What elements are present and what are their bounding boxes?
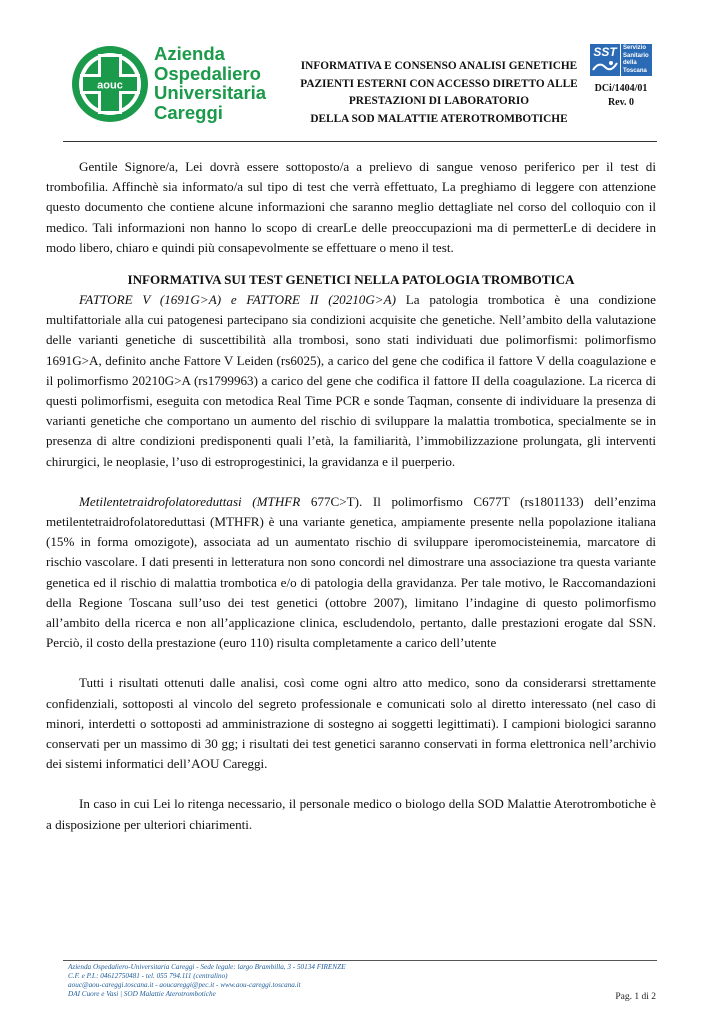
logo-line-3: Universitaria — [154, 82, 267, 103]
spacer — [46, 472, 656, 492]
spacer — [46, 774, 656, 794]
logo-acronym: aouc — [97, 79, 123, 92]
document-code-block — [588, 82, 654, 110]
sst-badge — [590, 44, 620, 76]
spacer — [46, 258, 656, 270]
title-line-3: PRESTAZIONI DI LABORATORIO — [348, 95, 530, 107]
factor-lead: FATTORE V (1691G>A) e FATTORE II (20210G>A) — [79, 292, 397, 308]
page-number: Pag. 1 di 2 — [615, 992, 656, 1002]
logo-wordmark — [154, 44, 266, 122]
sst-caption — [621, 44, 652, 76]
footer-line-4: DAI Cuore e Vasi | SOD Malattie Aterotrombotiche — [68, 990, 216, 999]
aouc-logo-emblem — [70, 44, 150, 124]
logo-line-1: Azienda — [154, 43, 225, 64]
privacy-paragraph: Tutti i risultati ottenuti dalle analisi, così come ogni altro atto medico, sono da considerarsi strettamente confidenziali, sottoposti al vincolo del segreto professionale e comunicati solo al diretto interessato (nel caso di minori, interdetti o sottoposti ad amministrazione di sostegno ai soggetti legittimati). I campioni biologici saranno conservati per un massimo di 30 gg; i risultati dei test genetici saranno conservati in forma elettronica nell’archivio dei sistemi informatici dell’AOU Careggi. — [46, 675, 656, 772]
document-body — [46, 157, 656, 835]
document-code: DCi/1404/01 — [594, 83, 648, 94]
document-revision: Rev. 0 — [607, 97, 635, 108]
section-title: INFORMATIVA SUI TEST GENETICI NELLA PATOLOGIA TROMBOTICA — [127, 272, 575, 288]
mthfr-paragraph — [46, 492, 656, 654]
footer-line-2: C.F. e P.I.: 04612750481 - tel. 055 794.111 (centralino) — [68, 972, 228, 981]
footer-line-1: Azienda Ospedaliero-Universitaria Careggi - Sede legale: largo Brambilla, 3 - 50134 FIRENZE — [68, 963, 346, 971]
footer-divider — [63, 960, 657, 961]
sst-line-3: della — [623, 60, 637, 66]
header-divider — [63, 141, 657, 142]
title-line-1: INFORMATIVA E CONSENSO ANALISI GENETICHE — [300, 60, 578, 72]
page-header — [0, 0, 724, 150]
sst-badge-text: SST — [593, 45, 617, 59]
sst-line-2: Sanitario — [623, 52, 649, 59]
spacer — [46, 653, 656, 673]
footer-line-3: aouc@aou-careggi.toscana.it - aoucareggi@pec.it - www.aou-careggi.toscana.it — [68, 981, 301, 990]
aouc-logo — [70, 44, 270, 124]
mthfr-text: 677C>T). Il polimorfismo C677T (rs1801133) dell’enzima metilentetraidrofolatoreduttasi (MTHFR) è una variante genetica, ampiamente presente nella popolazione italiana (15% in forma omozigote), associata ad un aumentato rischio di sviluppare iperomocisteinemia, marcatore di rischio vascolare. I dati presenti in letteratura non sono concordi nel dimostrare una associazione tra questa variante genetica ed il rischio di malattia trombotica e/o di patologia della gravidanza. Per tale motivo, le Raccomandazioni della Regione Toscana sull’uso dei test genetici (ottobre 2007), limitano l’indagine di questo polimorfismo all’ambito della ricerca e non all’applicazione clinica, escludendolo, pertanto, dalle prestazioni erogate dal SSN. Perciò, il costo della prestazione (euro 110) risulta completamente a carico dell’utente — [46, 493, 656, 651]
sst-logo — [590, 44, 652, 76]
title-line-2: PAZIENTI ESTERNI CON ACCESSO DIRETTO ALLE — [300, 77, 578, 90]
intro-paragraph: Gentile Signore/a, Lei dovrà essere sottoposto/a a prelievo di sangue venoso periferico per il test di trombofilia. Affinchè sia informato/a sul tipo di test che verrà effettuato, La preghiamo di leggere con attenzione questo documento che contiene alcune informazioni che saranno meglio dettagliate nel corso del colloquio con il medico. Tali informazioni non hanno lo scopo di crearLe delle preoccupazioni ma di permetterLe di decidere in modo libero, chiaro e quindi più consapevolmente se effettuare o meno il test. — [46, 159, 656, 255]
factor-text: La patologia trombotica è una condizione multifattoriale alla cui patogenesi partecipano sia condizioni acquisite che genetiche. Nell’ambito della valutazione delle varianti genetiche di suscettibilità alla trombosi, sono stati individuati due polimorfismi: polimorfismo 1691G>A, definito anche Fattore V Leiden (rs6025), a carico del gene che codifica il fattore V della coagulazione e il polimorfismo 20210G>A (rs1799963) a carico del gene che codifica il fattore II della coagulazione. La ricerca di questi polimorfismi, eseguita con metodica Real Time PCR e sonde Taqman, consente di individuare la presenza di varianti genetiche che comportano un aumento del rischio di sviluppare la malattia trombotica, specialmente se in presenza di altre condizioni predisponenti quali l’età, la familiarità, l’immobilizzazione prolungata, gli interventi chirurgici, le neoplasie, l’uso di estroprogestinici, la gravidanza e il puerperio. — [46, 292, 656, 469]
mthfr-lead: Metilentetraidrofolatoreduttasi (MTHFR — [79, 493, 301, 509]
sst-line-1: Servizio — [623, 45, 647, 51]
logo-line-4: Careggi — [154, 101, 223, 123]
closing-paragraph: In caso in cui Lei lo ritenga necessario, il personale medico o biologo della SOD Malattie Aterotrombotiche è a disposizione per ulteriori chiarimenti. — [46, 796, 656, 832]
factor-paragraph — [46, 290, 656, 472]
title-line-4: DELLA SOD MALATTIE ATEROTROMBOTICHE — [310, 112, 568, 125]
sst-wave-icon — [592, 59, 618, 73]
page-footer — [68, 963, 488, 999]
logo-line-2: Ospedaliero — [154, 62, 261, 84]
sst-line-4: Toscana — [623, 67, 647, 74]
document-title — [292, 58, 586, 128]
